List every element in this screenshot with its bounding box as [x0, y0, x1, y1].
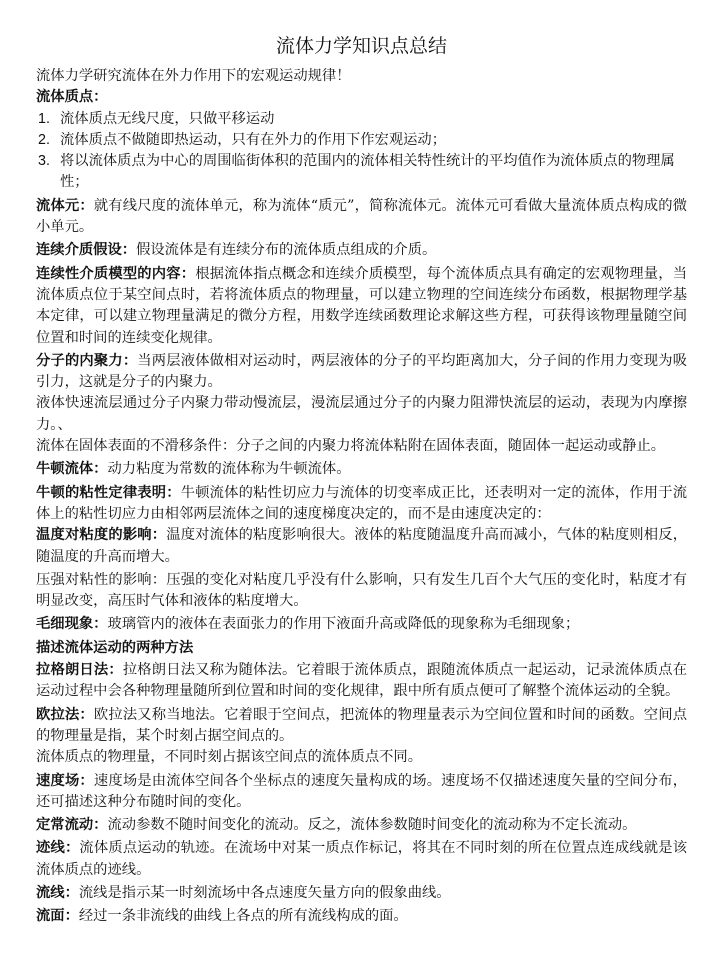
paragraph-pathline: 迹线：流体质点运动的轨迹。在流场中对某一质点作标记，将其在不同时刻的所在位置点连成线就是该流体质点的迹线。 [36, 840, 688, 878]
fluid-particle-list [36, 109, 687, 194]
list-item: 1. 流体质点无线尺度，只做平移运动 [38, 110, 275, 127]
definitions-section [36, 196, 687, 636]
paragraph-eulerian: 欧拉法：欧拉法又称当地法。它着眼于空间点，把流体的物理量表示为空间位置和时间的函数。空间点的物理量是指，某个时刻占据空间点的。 [36, 706, 688, 744]
motion-section [36, 660, 687, 928]
paragraph-no-slip: 流体在固体表面的不滑移条件：分子之间的内聚力将流体粘附在固体表面，随固体一起运动或静止。 [36, 438, 666, 455]
intro-text: 流体力学研究流体在外力作用下的宏观运动规律！ [36, 68, 351, 84]
paragraph-velocity-field: 速度场：速度场是由流体空间各个坐标点的速度矢量构成的场。速度场不仅描述速度矢量的空间分布，还可描述这种分布随时间的变化。 [36, 772, 688, 810]
paragraph-temperature-viscosity: 温度对粘度的影响：温度对流体的粘度影响很大。液体的粘度随温度升高而减小，气体的粘度则相反，随温度的升高而增大。 [36, 527, 687, 565]
list-item: 3. 将以流体质点为中心的周围临街体积的范围内的流体相关特性统计的平均值作为流体质点的物理属性； [38, 153, 675, 191]
paragraph-capillarity: 毛细现象：玻璃管内的液体在表面张力的作用下液面升高或降低的现象称为毛细现象； [36, 616, 580, 633]
paragraph-pressure-viscosity: 压强对粘性的影响：压强的变化对粘度几乎没有什么影响，只有发生几百个大气压的变化时，粘度才有明显改变，高压时气体和液体的粘度增大。 [36, 571, 687, 610]
paragraph-streamline: 流线：流线是指示某一时刻流场中各点速度矢量方向的假象曲线。 [36, 884, 451, 901]
paragraph-particle-quantity: 流体质点的物理量，不同时刻占据该空间点的流体质点不同。 [36, 749, 423, 766]
fluid-particle-heading: 流体质点： [36, 89, 108, 106]
motion-methods-heading: 描述流体运动的两种方法 [36, 639, 194, 656]
document-title: 流体力学知识点总结 [275, 35, 447, 57]
paragraph-stream-surface: 流面：经过一条非流线的曲线上各点的所有流线构成的面。 [36, 908, 408, 925]
paragraph-fluid-element: 流体元：就有线尺度的流体单元，称为流体“质元”，简称流体元。流体元可看做大量流体质点构成的微小单元。 [36, 197, 687, 236]
paragraph-cohesion: 分子的内聚力：当两层液体做相对运动时，两层液体的分子的平均距离加大，分子间的作用力变现为吸引力，这就是分子的内聚力。 [36, 352, 687, 391]
paragraph-continuum-model: 连续性介质模型的内容：根据流体指点概念和连续介质模型，每个流体质点具有确定的宏观物理量，当流体质点位于某空间点时，若将流体质点的物理量，可以建立物理的空间连续分布函数，根据物理学基本定律，可以建立物理量满足的微分方程，用数学连续函数理论求解这些方程，可获得该物理量随空间位置和时间的连续变化规律。 [36, 265, 688, 346]
paragraph-lagrangian: 拉格朗日法：拉格朗日法又称为随体法。它着眼于流体质点，跟随流体质点一起运动，记录流体质点在运动过程中会各种物理量随所到位置和时间的变化规律，跟中所有质点便可了解整个流体运动的全貌。 [36, 662, 688, 700]
paragraph-viscosity-law: 牛顿的粘性定律表明：牛顿流体的粘性切应力与流体的切变率成正比，还表明对一定的流体，作用于流体上的粘性切应力由相邻两层流体之间的速度梯度决定的，而不是由速度决定的： [36, 484, 688, 522]
paragraph-continuum-hypothesis: 连续介质假设：假设流体是有连续分布的流体质点组成的介质。 [36, 242, 437, 259]
paragraph-steady-flow: 定常流动：流动参数不随时间变化的流动。反之，流体参数随时间变化的流动称为不定长流动。 [36, 817, 637, 834]
list-item: 2. 流体质点不做随即热运动，只有在外力的作用下作宏观运动； [38, 131, 447, 148]
paragraph-internal-friction: 液体快速流层通过分子内聚力带动慢流层，漫流层通过分子的内聚力阻滞快流层的运动，表现为内摩擦力。、 [36, 395, 687, 433]
paragraph-newtonian-fluid: 牛顿流体：动力粘度为常数的流体称为牛顿流体。 [36, 461, 351, 478]
